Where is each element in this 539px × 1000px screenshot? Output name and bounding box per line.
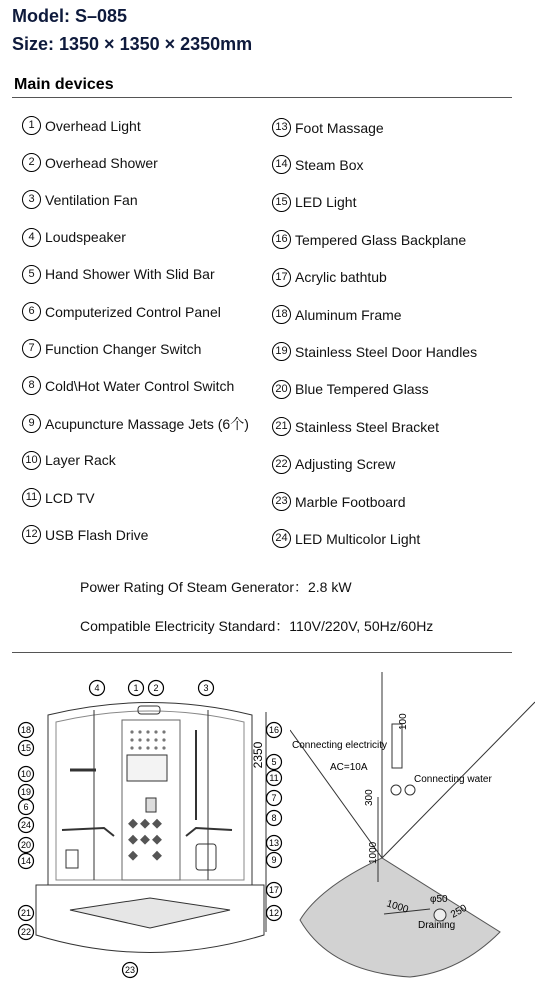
device-number: 18 — [272, 305, 291, 324]
device-label: Acupuncture Massage Jets (6个) — [45, 415, 249, 432]
device-label: Acrylic bathtub — [295, 269, 387, 286]
callout-number: 15 — [20, 743, 32, 753]
device-label: LED Multicolor Light — [295, 530, 421, 547]
device-label: Ventilation Fan — [45, 191, 138, 208]
callout-number: 23 — [124, 965, 136, 975]
device-item — [22, 265, 215, 284]
callout-marker — [19, 800, 34, 815]
device-label: Tempered Glass Backplane — [295, 231, 467, 248]
device-item — [22, 451, 116, 470]
device-number: 6 — [22, 302, 41, 321]
callout-number: 4 — [94, 683, 100, 693]
callout-number: 11 — [269, 773, 279, 783]
device-number: 22 — [272, 455, 291, 474]
device-number: 3 — [22, 190, 41, 209]
callout-number: 21 — [20, 908, 32, 918]
callout-marker — [149, 681, 164, 696]
device-label: Cold\Hot Water Control Switch — [45, 377, 235, 394]
dimension-phi50: φ50 — [430, 894, 448, 905]
callout-number: 10 — [20, 769, 32, 779]
device-number: 20 — [272, 380, 291, 399]
callout-marker — [267, 723, 282, 738]
callout-number: 19 — [20, 787, 32, 797]
callout-number: 1 — [133, 683, 139, 693]
callout-number: 14 — [20, 856, 32, 866]
callout-number: 6 — [23, 802, 29, 812]
device-item — [22, 153, 158, 172]
callout-marker — [267, 836, 282, 851]
device-label: Hand Shower With Slid Bar — [45, 266, 215, 283]
callout-number: 13 — [268, 838, 280, 848]
device-item — [22, 525, 148, 544]
device-label: LED Light — [295, 194, 357, 211]
connecting-electricity-label: Connecting electricity — [292, 740, 388, 751]
power-spec: Power Rating Of Steam Generator：2.8 kW — [80, 579, 352, 595]
device-number: 12 — [22, 525, 41, 544]
divider-bottom — [12, 652, 512, 653]
callout-marker — [267, 906, 282, 921]
callout-marker — [19, 925, 34, 940]
device-number: 9 — [22, 414, 41, 433]
device-item — [272, 455, 395, 474]
callout-marker — [90, 681, 105, 696]
device-label: Stainless Steel Bracket — [295, 418, 439, 435]
device-item — [272, 380, 429, 399]
callout-number: 5 — [271, 757, 277, 767]
device-number: 10 — [22, 451, 41, 470]
callout-marker — [267, 755, 282, 770]
device-label: Layer Rack — [45, 452, 116, 469]
device-label: Computerized Control Panel — [45, 303, 221, 320]
device-number: 15 — [272, 193, 291, 212]
callout-number: 2 — [153, 683, 159, 693]
device-item — [272, 268, 387, 287]
connecting-water-label: Connecting water — [414, 774, 492, 785]
device-item — [272, 230, 466, 249]
callout-marker — [267, 883, 282, 898]
device-number: 13 — [272, 118, 291, 137]
device-number: 14 — [272, 155, 291, 174]
callout-marker — [19, 741, 34, 756]
device-number: 5 — [22, 265, 41, 284]
callout-number: 22 — [20, 927, 32, 937]
device-number: 4 — [22, 228, 41, 247]
callout-marker — [19, 854, 34, 869]
device-number: 23 — [272, 492, 291, 511]
device-label: Aluminum Frame — [295, 306, 402, 323]
device-number: 1 — [22, 116, 41, 135]
callout-number: 20 — [20, 840, 32, 850]
device-number: 21 — [272, 417, 291, 436]
callout-marker — [267, 853, 282, 868]
device-label: Loudspeaker — [45, 229, 126, 246]
device-label: Marble Footboard — [295, 493, 406, 510]
dimension-250: 250 — [449, 902, 469, 921]
device-number: 17 — [272, 268, 291, 287]
draining-label: Draining — [418, 920, 456, 931]
dimension-1000-vertical: 1000 — [368, 841, 379, 864]
device-item — [272, 305, 402, 324]
device-number: 8 — [22, 376, 41, 395]
dimension-100: 100 — [398, 713, 409, 730]
device-item — [272, 118, 384, 137]
callout-number: 12 — [268, 908, 280, 918]
callout-marker — [19, 838, 34, 853]
callout-number: 24 — [20, 820, 32, 830]
device-item — [272, 155, 363, 174]
callout-marker — [19, 767, 34, 782]
device-number: 19 — [272, 342, 291, 361]
callout-marker — [19, 785, 34, 800]
callout-number: 8 — [271, 813, 277, 823]
electricity-spec: Compatible Electricity Standard：110V/220V, 50Hz/60Hz — [80, 618, 434, 634]
device-item — [22, 488, 95, 507]
device-label: Stainless Steel Door Handles — [295, 343, 478, 360]
device-item — [272, 529, 420, 548]
device-label: Overhead Shower — [45, 154, 158, 171]
device-label: Blue Tempered Glass — [295, 381, 429, 398]
device-item — [272, 417, 439, 436]
device-item — [22, 116, 141, 135]
installation-diagram — [290, 672, 535, 990]
device-item — [272, 342, 477, 361]
model-title: Model: S–085 — [12, 6, 128, 26]
callout-marker — [123, 963, 138, 978]
device-item — [22, 414, 249, 434]
callout-marker — [267, 811, 282, 826]
callout-number: 16 — [268, 725, 280, 735]
callout-marker — [199, 681, 214, 696]
device-item — [272, 193, 356, 212]
ac-rating-label: AC=10A — [330, 762, 368, 773]
dimension-300: 300 — [364, 789, 375, 806]
device-number: 16 — [272, 230, 291, 249]
device-label: Foot Massage — [295, 119, 384, 136]
device-number: 11 — [22, 488, 41, 507]
device-label: LCD TV — [45, 489, 95, 506]
device-item — [22, 228, 126, 247]
callout-marker — [19, 906, 34, 921]
device-label: Overhead Light — [45, 117, 141, 134]
callout-marker — [267, 771, 282, 786]
device-item — [22, 376, 234, 395]
size-title: Size: 1350 × 1350 × 2350mm — [12, 34, 253, 54]
device-number: 7 — [22, 339, 41, 358]
callout-marker — [267, 791, 282, 806]
device-label: USB Flash Drive — [45, 526, 149, 543]
callout-number: 18 — [20, 725, 32, 735]
callout-number: 9 — [271, 855, 277, 865]
divider-top — [12, 97, 512, 98]
device-label: Function Changer Switch — [45, 340, 202, 357]
callout-number: 17 — [268, 885, 280, 895]
callout-number: 3 — [203, 683, 209, 693]
device-number: 24 — [272, 529, 291, 548]
callout-number: 7 — [271, 793, 277, 803]
section-title: Main devices — [14, 76, 114, 93]
device-item — [22, 190, 138, 209]
device-label: Adjusting Screw — [295, 456, 396, 473]
callout-marker — [129, 681, 144, 696]
callout-marker — [19, 723, 34, 738]
device-item — [22, 302, 221, 321]
dimension-1000-horizontal: 1000 — [385, 898, 410, 916]
callout-marker — [19, 818, 34, 833]
device-label: Steam Box — [295, 156, 364, 173]
shower-front-diagram — [0, 670, 300, 995]
height-dimension: 2350 — [251, 741, 265, 769]
device-item — [22, 339, 201, 358]
device-item — [272, 492, 406, 511]
device-number: 2 — [22, 153, 41, 172]
